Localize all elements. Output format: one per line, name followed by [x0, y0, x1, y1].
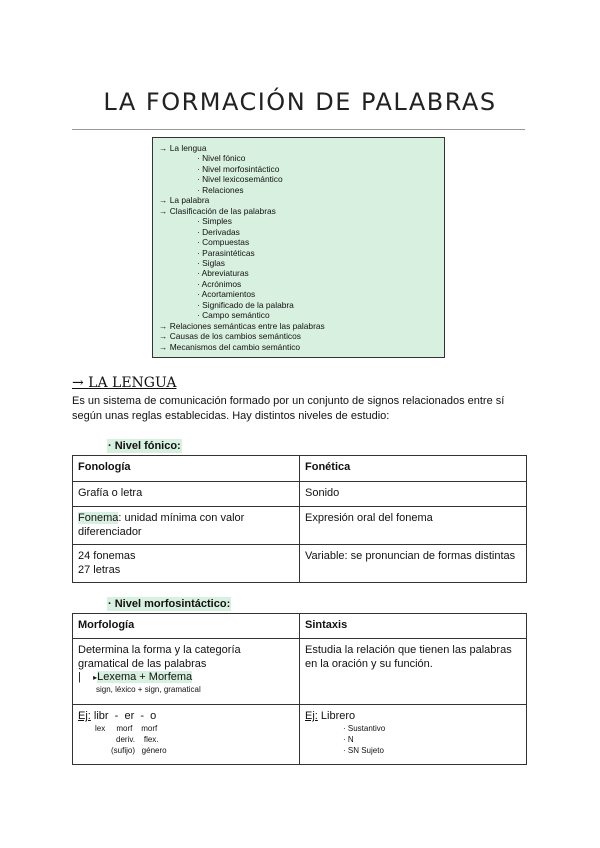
- example-word: libr - er - o: [93, 710, 157, 722]
- intro-line-1: Es un sistema de comunicación formado por un conjunto de signos relacionados entre sí: [72, 395, 505, 407]
- toc-item: · Acortamientos: [197, 289, 256, 300]
- cell: [73, 545, 300, 583]
- toc-item: · Nivel lexicosemántico: [197, 174, 283, 185]
- header-morfologia: Morfología: [73, 614, 300, 639]
- toc-item: · Campo semántico: [197, 310, 270, 321]
- intro-line-2: según unas reglas establecidas. Hay distintos niveles de estudio:: [72, 410, 390, 422]
- cell-text: gramatical de las palabras: [78, 658, 207, 670]
- toc-item: → La palabra: [159, 195, 210, 206]
- cell: Grafía o letra: [73, 482, 300, 507]
- section-heading: → LA LENGUA: [72, 375, 177, 391]
- cell: Sonido: [300, 482, 527, 507]
- toc-item: · Simples: [197, 216, 232, 227]
- toc-item: → Causas de los cambios semánticos: [159, 331, 301, 342]
- cell: [300, 639, 527, 705]
- example-word: Librero: [320, 710, 356, 722]
- header-sintaxis: Sintaxis: [300, 614, 527, 639]
- bracket-line: |: [78, 671, 81, 683]
- toc-item: · Acrónimos: [197, 278, 242, 289]
- toc-item: → La lengua: [159, 143, 207, 153]
- highlight-fonema: Fonema: [78, 512, 119, 524]
- cell-text: 24 fonemas: [78, 550, 136, 562]
- toc-item: · Relaciones: [197, 184, 244, 195]
- arrow-icon: ▸: [93, 673, 98, 682]
- toc-item: → Mecanismos del cambio semántico: [159, 341, 301, 352]
- annotation: · N: [343, 735, 354, 744]
- toc-item: · Nivel morfosintáctico: [197, 163, 280, 174]
- table-nivel-morfosintactico: [72, 613, 527, 765]
- cell-text: en la oración y su función.: [305, 658, 433, 670]
- title-divider: [72, 129, 525, 130]
- cell-text: 27 letras: [78, 564, 121, 576]
- table-row: [73, 482, 527, 507]
- table-row: [73, 639, 527, 705]
- cell: Variable: se pronuncian de formas distintas: [300, 545, 527, 583]
- highlight-lexema-morfema: Lexema + Morfema: [97, 671, 193, 683]
- table-row: [73, 507, 527, 545]
- table-row: [73, 545, 527, 583]
- cell-text: diferenciador: [78, 526, 142, 538]
- cell: [300, 705, 527, 765]
- toc-item: · Abreviaturas: [197, 268, 249, 279]
- header-fonetica: Fonética: [300, 456, 527, 482]
- table-of-contents: [152, 137, 445, 358]
- cell: [73, 639, 300, 705]
- annotation: · Sustantivo: [343, 724, 386, 733]
- subheading-nivel-fonico: · Nivel fónico:: [108, 440, 181, 452]
- annotation: (sufijo) género: [111, 746, 167, 755]
- cell: Expresión oral del fonema: [300, 507, 527, 545]
- annotation: deriv. flex.: [116, 735, 159, 744]
- annotation: lex morf morf: [95, 724, 158, 733]
- example-label: Ej:: [78, 710, 91, 722]
- table-row: [73, 614, 527, 639]
- annotation: sign, léxico + sign, gramatical: [96, 685, 201, 694]
- toc-item: → Clasificación de las palabras: [159, 205, 276, 216]
- toc-item: · Derivadas: [197, 226, 240, 237]
- toc-item: · Siglas: [197, 257, 225, 268]
- toc-item: · Nivel fónico: [197, 153, 246, 164]
- table-row: [73, 705, 527, 765]
- cell-text: : unidad mínima con valor: [118, 512, 245, 524]
- cell-text: Determina la forma y la categoría: [78, 644, 241, 656]
- cell-text: Estudia la relación que tienen las palabras: [305, 644, 512, 656]
- toc-item: → Relaciones semánticas entre las palabras: [159, 320, 325, 331]
- table-row: [73, 456, 527, 482]
- page-title: LA FORMACIÓN DE PALABRAS: [103, 88, 497, 116]
- cell: [73, 507, 300, 545]
- intro-paragraph: [72, 394, 532, 424]
- annotation: · SN Sujeto: [343, 746, 384, 755]
- table-nivel-fonico: [72, 455, 527, 583]
- toc-item: · Significado de la palabra: [197, 299, 294, 310]
- subheading-nivel-morfosintactico: · Nivel morfosintáctico:: [108, 598, 231, 610]
- cell: [73, 705, 300, 765]
- example-label: Ej:: [305, 710, 318, 722]
- toc-item: · Compuestas: [197, 237, 250, 248]
- header-fonologia: Fonología: [73, 456, 300, 482]
- toc-item: · Parasintéticas: [197, 247, 255, 258]
